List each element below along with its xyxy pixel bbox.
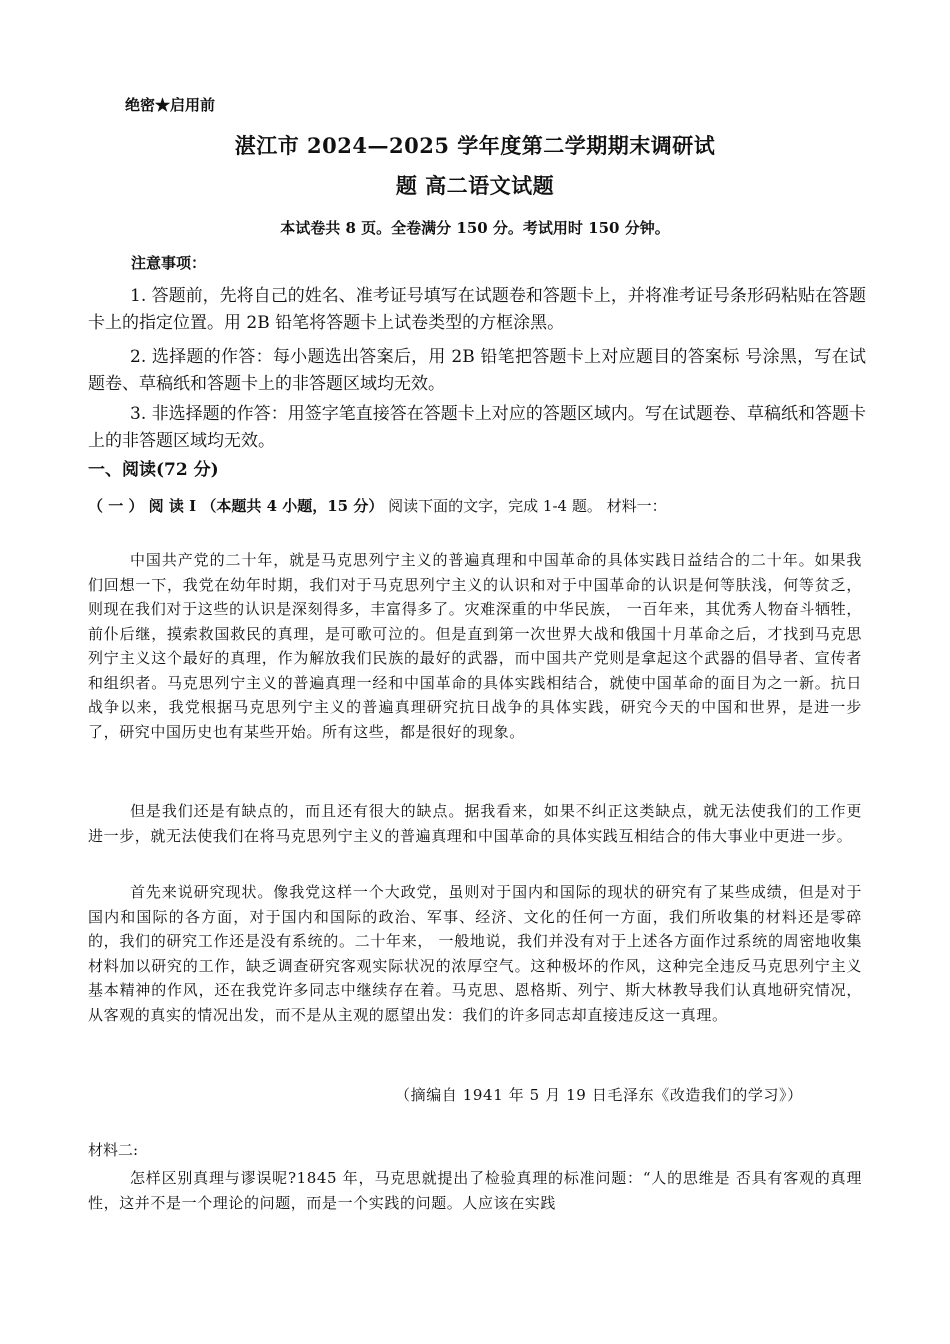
exam-title-line1: 湛江市 2024—2025 学年度第二学期期末调研试	[234, 133, 716, 158]
exam-title-line2: 题 高二语文试题	[395, 173, 555, 198]
notice-item-3: 3. 非选择题的作答：用签字笔直接答在答题卡上对应的答题区域内。写在试题卷、草稿纸和答题卡上的非答题区域均无效。	[88, 404, 866, 451]
material2-paragraph: 怎样区别真理与谬误呢?1845 年，马克思就提出了检验真理的标准问题：“人的思维是 否具有客观的真理性，这并不是一个理论的问题，而是一个实践的问题。人应该在实践	[88, 1169, 862, 1212]
confidential-mark: 绝密★启用前	[125, 96, 216, 114]
material1-source: （摘编自 1941 年 5 月 19 日毛泽东《改造我们的学习》）	[395, 1086, 803, 1104]
section-title: 一、阅读(72 分)	[88, 460, 219, 480]
reading-instruction	[88, 493, 728, 520]
reading-subtitle: （ 一 ） 阅 读 I （本题共 4 小题，15 分）	[88, 497, 384, 515]
reading-instruction-text: 阅读下面的文字，完成 1-4 题。 材料一：	[388, 497, 667, 515]
material1-paragraph-2: 但是我们还是有缺点的，而且还有很大的缺点。据我看来，如果不纠正这类缺点，就无法使我们的工作更进一步，就无法使我们在将马克思列宁主义的普遍真理和中国革命的具体实践互相结合的伟大事业中更进一步。	[88, 802, 862, 845]
notice-item-1: 1. 答题前，先将自己的姓名、准考证号填写在试题卷和答题卡上，并将准考证号条形码粘贴在答题卡上的指定位置。用 2B 铅笔将答题卡上试卷类型的方框涂黑。	[88, 286, 866, 333]
material2-label: 材料二:	[88, 1141, 139, 1159]
exam-info: 本试卷共 8 页。全卷满分 150 分。考试用时 150 分钟。	[280, 219, 670, 237]
material1-paragraph-3: 首先来说研究现状。像我党这样一个大政党，虽则对于国内和国际的现状的研究有了某些成绩，但是对于国内和国际的各方面，对于国内和国际的政治、军事、经济、文化的任何一方面，我们所收集的材料还是零碎的，我们的研究工作还是没有系统的。二十年来， 一般地说，我们并没有对于上述各方面作过系统的周密地收集材料加以研究的工作，缺乏调查研究客观实际状况的浓厚空气。这种极坏的作风，这种完全违反马克思列宁主义基本精神的作风，还在我党许多同志中继续存在着。马克思、恩格斯、列宁、斯大林教导我们认真地研究情况，从客观的真实的情况出发，而不是从主观的愿望出发：我们的许多同志却直接违反这一真理。	[88, 883, 862, 1024]
notice-item-2: 2. 选择题的作答：每小题选出答案后，用 2B 铅笔把答题卡上对应题目的答案标 号涂黑，写在试题卷、草稿纸和答题卡上的非答题区域均无效。	[88, 347, 866, 394]
material1-paragraph-1: 中国共产党的二十年，就是马克思列宁主义的普遍真理和中国革命的具体实践日益结合的二十年。如果我们回想一下，我党在幼年时期，我们对于马克思列宁主义的认识和对于中国革命的认识是何等肤浅，何等贫乏，则现在我们对于这些的认识是深刻得多，丰富得多了。灾难深重的中华民族， 一百年来，其优秀人物奋斗牺牲，前仆后继，摸索救国救民的真理，是可歌可泣的。但是直到第一次世界大战和俄国十月革命之后，才找到马克思列宁主义这个最好的真理，作为解放我们民族的最好的武器，而中国共产党则是拿起这个武器的倡导者、宣传者和组织者。马克思列宁主义的普遍真理一经和中国革命的具体实践相结合，就使中国革命的面目为之一新。抗日战争以来，我党根据马克思列宁主义的普遍真理研究抗日战争的具体实践，研究今天的中国和世界，是进一步了，研究中国历史也有某些开始。所有这些，都是很好的现象。	[88, 551, 862, 741]
notice-heading: 注意事项：	[131, 254, 207, 272]
